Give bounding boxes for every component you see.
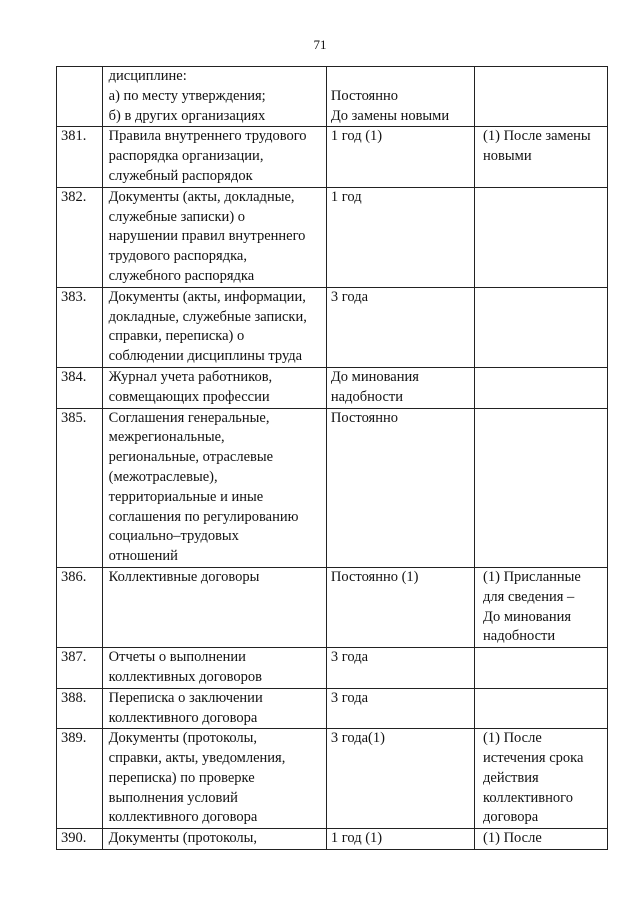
term-line: надобности bbox=[330, 388, 404, 405]
note-line: (1) После bbox=[483, 830, 542, 847]
retention-term-cell bbox=[326, 648, 474, 689]
document-name-cell bbox=[102, 127, 326, 187]
note-cell bbox=[475, 688, 608, 729]
term-line: Постоянно (1) bbox=[330, 568, 419, 585]
name-line: докладные, служебные записки, bbox=[108, 308, 307, 325]
term-line: Постоянно bbox=[330, 409, 398, 426]
table-row bbox=[57, 729, 608, 829]
name-line: Правила внутреннего трудового bbox=[108, 128, 307, 145]
name-line: Документы (акты, информации, bbox=[108, 288, 306, 305]
note-cell bbox=[475, 187, 608, 287]
name-line: Коллективные договоры bbox=[108, 568, 260, 585]
retention-term-cell bbox=[326, 287, 474, 367]
retention-term-cell bbox=[326, 408, 474, 567]
document-name-cell bbox=[102, 67, 326, 127]
term-line: Постоянно bbox=[330, 87, 398, 104]
note-line: истечения срока bbox=[483, 750, 584, 767]
table-row bbox=[57, 408, 608, 567]
note-line: (1) Присланные bbox=[483, 568, 581, 585]
note-cell bbox=[475, 408, 608, 567]
retention-term-cell bbox=[326, 829, 474, 850]
name-line: служебного распорядка bbox=[108, 267, 255, 284]
note-cell bbox=[475, 648, 608, 689]
term-line: До минования bbox=[330, 368, 419, 385]
document-name-cell bbox=[102, 648, 326, 689]
name-line: территориальные и иные bbox=[108, 488, 264, 505]
term-line: 1 год (1) bbox=[330, 830, 383, 847]
note-line: (1) После замены bbox=[483, 128, 591, 145]
records-table bbox=[56, 66, 608, 850]
retention-term-cell bbox=[326, 729, 474, 829]
name-line: служебный распорядок bbox=[108, 167, 253, 184]
term-line bbox=[331, 67, 470, 87]
term-line: 3 года bbox=[330, 689, 369, 706]
note-line: для сведения – bbox=[483, 588, 575, 605]
name-line: дисциплине: bbox=[108, 68, 187, 84]
row-number bbox=[57, 67, 103, 127]
retention-term-cell bbox=[326, 67, 474, 127]
name-line: б) в других организациях bbox=[108, 107, 266, 124]
name-line: справки, переписка) о bbox=[108, 328, 245, 345]
name-line: а) по месту утверждения; bbox=[108, 87, 266, 104]
name-line: трудового распорядка, bbox=[108, 248, 247, 265]
name-line: коллективного договора bbox=[108, 709, 258, 726]
name-line: Документы (протоколы, bbox=[108, 830, 258, 847]
table-row bbox=[57, 67, 608, 127]
name-line: распорядка организации, bbox=[108, 148, 264, 165]
document-name-cell bbox=[102, 367, 326, 408]
name-line: Документы (протоколы, bbox=[108, 730, 258, 747]
name-line: отношений bbox=[108, 548, 178, 565]
note-cell bbox=[475, 367, 608, 408]
row-number: 387. bbox=[57, 648, 103, 689]
row-number: 382. bbox=[57, 187, 103, 287]
name-line: Отчеты о выполнении bbox=[108, 649, 246, 666]
table-row bbox=[57, 648, 608, 689]
note-cell bbox=[475, 287, 608, 367]
note-cell bbox=[475, 127, 608, 187]
retention-term-cell bbox=[326, 127, 474, 187]
row-number: 381. bbox=[57, 127, 103, 187]
name-line: справки, акты, уведомления, bbox=[108, 750, 286, 767]
table-row bbox=[57, 567, 608, 647]
retention-term-cell bbox=[326, 688, 474, 729]
term-line: До замены новыми bbox=[330, 107, 450, 124]
document-name-cell bbox=[102, 408, 326, 567]
row-number: 390. bbox=[57, 829, 103, 850]
name-line: нарушении правил внутреннего bbox=[108, 228, 306, 245]
document-name-cell bbox=[102, 287, 326, 367]
note-cell bbox=[475, 567, 608, 647]
name-line: выполнения условий bbox=[108, 789, 238, 806]
note-line: (1) После bbox=[483, 730, 542, 747]
name-line: переписка) по проверке bbox=[108, 769, 255, 786]
table-row bbox=[57, 367, 608, 408]
note-line: договора bbox=[483, 809, 539, 826]
note-line: надобности bbox=[483, 628, 556, 645]
term-line: 3 года bbox=[330, 288, 369, 305]
note-cell bbox=[475, 729, 608, 829]
name-line: совмещающих профессии bbox=[108, 388, 270, 405]
name-line: соблюдении дисциплины труда bbox=[108, 348, 303, 365]
note-line: действия bbox=[483, 769, 539, 786]
retention-term-cell bbox=[326, 567, 474, 647]
document-name-cell bbox=[102, 187, 326, 287]
name-line: (межотраслевые), bbox=[108, 468, 218, 485]
row-number: 389. bbox=[57, 729, 103, 829]
row-number: 383. bbox=[57, 287, 103, 367]
table-row bbox=[57, 287, 608, 367]
name-line: региональные, отраслевые bbox=[108, 449, 274, 466]
name-line: социально–трудовых bbox=[108, 528, 239, 545]
note-line: коллективного bbox=[483, 789, 573, 806]
note-cell bbox=[475, 829, 608, 850]
note-line: До минования bbox=[483, 608, 572, 625]
name-line: служебные записки) о bbox=[108, 208, 246, 225]
name-line: коллективного договора bbox=[108, 809, 258, 826]
table-row bbox=[57, 829, 608, 850]
page-number: 71 bbox=[313, 37, 327, 52]
name-line: коллективных договоров bbox=[108, 668, 262, 685]
row-number: 384. bbox=[57, 367, 103, 408]
document-name-cell bbox=[102, 729, 326, 829]
note-cell bbox=[475, 67, 608, 127]
name-line: Документы (акты, докладные, bbox=[108, 188, 295, 205]
retention-term-cell bbox=[326, 187, 474, 287]
table-row bbox=[57, 187, 608, 287]
document-name-cell bbox=[102, 829, 326, 850]
name-line: Соглашения генеральные, bbox=[108, 409, 270, 426]
row-number: 386. bbox=[57, 567, 103, 647]
term-line: 1 год (1) bbox=[330, 128, 383, 145]
document-name-cell bbox=[102, 688, 326, 729]
term-line: 1 год bbox=[330, 188, 362, 205]
document-name-cell bbox=[102, 567, 326, 647]
name-line: Переписка о заключении bbox=[108, 689, 263, 706]
row-number: 388. bbox=[57, 688, 103, 729]
table-row bbox=[57, 127, 608, 187]
note-line: новыми bbox=[483, 148, 532, 165]
retention-term-cell bbox=[326, 367, 474, 408]
row-number: 385. bbox=[57, 408, 103, 567]
term-line: 3 года(1) bbox=[330, 730, 385, 747]
term-line: 3 года bbox=[330, 649, 369, 666]
table-row bbox=[57, 688, 608, 729]
name-line: Журнал учета работников, bbox=[108, 368, 273, 385]
name-line: соглашения по регулированию bbox=[108, 508, 299, 525]
name-line: межрегиональные, bbox=[108, 429, 225, 446]
